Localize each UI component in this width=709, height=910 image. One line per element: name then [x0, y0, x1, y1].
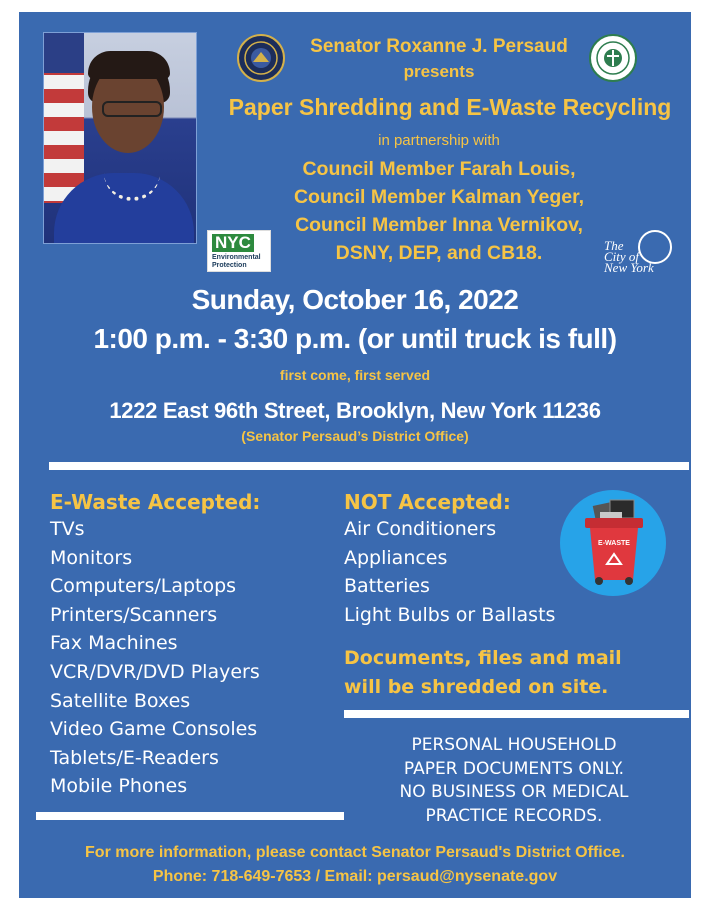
dsny-seal-icon	[589, 34, 637, 82]
divider	[49, 462, 689, 470]
list-item: Satellite Boxes	[50, 689, 191, 712]
senator-portrait	[43, 32, 197, 244]
nyc-environmental-protection-logo: NYC Environmental Protection	[207, 230, 271, 272]
divider	[344, 710, 689, 718]
partner-line: Council Member Inna Vernikov,	[295, 214, 583, 236]
household-documents-note: PERSONAL HOUSEHOLD PAPER DOCUMENTS ONLY. NO BUSINESS OR MEDICAL PRACTICE RECORDS.	[399, 735, 629, 826]
list-item: Video Game Consoles	[50, 718, 258, 741]
not-accepted-heading: NOT Accepted:	[344, 490, 511, 514]
event-time: 1:00 p.m. - 3:30 p.m. (or until truck is full)	[93, 323, 617, 354]
partner-line: Council Member Kalman Yeger,	[293, 186, 585, 208]
event-address: 1222 East 96th Street, Brooklyn, New York 11236	[109, 398, 601, 423]
footer-info: For more information, please contact Senator Persaud's District Office.	[85, 844, 625, 861]
presents-label: presents	[403, 62, 475, 81]
list-item: Mobile Phones	[50, 775, 188, 798]
senator-name: Senator Roxanne J. Persaud	[310, 36, 568, 57]
partnership-intro: in partnership with	[378, 132, 500, 149]
first-come-note: first come, first served	[279, 367, 431, 383]
event-date: Sunday, October 16, 2022	[191, 284, 519, 315]
partner-line: Council Member Farah Louis,	[302, 158, 576, 180]
shredding-note: Documents, files and mail will be shredded on site.	[344, 647, 622, 698]
ny-senate-seal-icon	[237, 34, 285, 82]
list-item: Batteries	[344, 575, 430, 598]
footer-contact: Phone: 718-649-7653 / Email: persaud@nysenate.gov	[152, 868, 558, 885]
list-item: TVs	[50, 518, 85, 540]
not-accepted-list	[344, 515, 555, 629]
city-of-new-york-logo: The City of New York	[604, 230, 674, 280]
partners-list	[209, 155, 669, 267]
event-title: Paper Shredding and E-Waste Recycling	[228, 94, 672, 120]
accepted-list	[50, 515, 260, 801]
list-item: Tablets/E-Readers	[50, 746, 219, 769]
partner-line: DSNY, DEP, and CB18.	[335, 242, 543, 264]
accepted-heading: E-Waste Accepted:	[50, 490, 261, 514]
ewaste-bin-icon	[560, 490, 666, 596]
list-item: Computers/Laptops	[50, 575, 237, 598]
list-item: Monitors	[50, 546, 133, 569]
flyer	[19, 12, 691, 898]
list-item: VCR/DVR/DVD Players	[50, 660, 260, 683]
list-item: Printers/Scanners	[50, 603, 218, 626]
location-note: (Senator Persaud’s District Office)	[241, 428, 469, 444]
bin-label: E-WASTE	[598, 540, 630, 547]
list-item: Appliances	[344, 546, 448, 569]
list-item: Fax Machines	[50, 632, 178, 655]
list-item: Air Conditioners	[344, 518, 497, 540]
list-item: Light Bulbs or Ballasts	[344, 603, 556, 626]
divider	[36, 812, 344, 820]
